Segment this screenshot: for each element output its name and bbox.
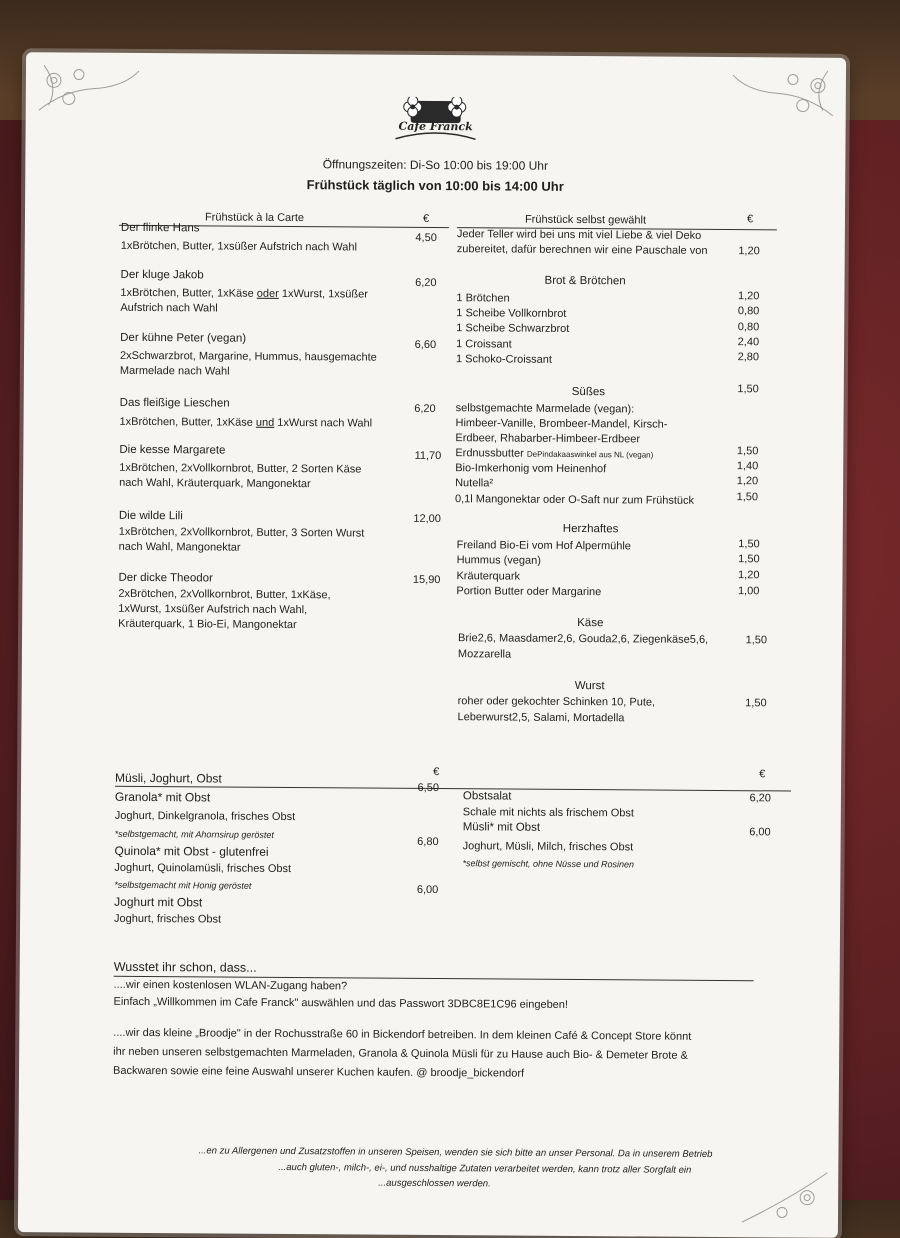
menu-item-title: Das fleißige Lieschen bbox=[119, 396, 230, 410]
intro-text: Jeder Teller wird bei uns mit viel Liebe & viel Deko bbox=[456, 228, 702, 242]
row-price: 1,50 bbox=[738, 538, 760, 551]
menu-item-desc: 1xWurst, 1xsüßer Aufstrich nach Wahl, bbox=[118, 602, 308, 617]
menu-item-title: Obstsalat bbox=[462, 790, 512, 803]
menu-item-price: 6,60 bbox=[414, 338, 437, 352]
floral-corner-icon bbox=[728, 65, 838, 126]
menu-item-desc: Joghurt, Dinkelgranola, frisches Obst bbox=[114, 809, 296, 824]
menu-item-price: 6,00 bbox=[749, 826, 771, 839]
menu-item-price: 6,50 bbox=[417, 781, 440, 795]
row-name: 0,1l Mangonektar oder O-Saft nur zum Frühstück bbox=[454, 493, 695, 507]
menu-sheet bbox=[18, 52, 846, 1238]
row-name: 1 Scheibe Schwarzbrot bbox=[456, 322, 570, 335]
menu-item-title: Müsli* mit Obst bbox=[462, 821, 541, 834]
currency-label: € bbox=[759, 768, 766, 781]
allergen-note: ...en zu Allergenen und Zusatzstoffen in unseren Speisen, wenden sie sich bitte an unser Personal. Da in unserem Betrieb bbox=[198, 1145, 713, 1160]
row-price: 1,50 bbox=[738, 553, 760, 566]
row-name: selbstgemachte Marmelade (vegan): bbox=[455, 402, 635, 416]
broodje-info: Backwaren sowie eine feine Auswahl unserer Kuchen kaufen. @ broodje_bickendorf bbox=[112, 1064, 525, 1080]
section-title: Wurst bbox=[574, 679, 605, 693]
section-title: Brot & Brötchen bbox=[544, 274, 626, 288]
row-name: Bio-Imkerhonig vom Heinenhof bbox=[455, 462, 607, 476]
menu-item-desc: Joghurt, Müsli, Milch, frisches Obst bbox=[462, 840, 634, 854]
menu-item-title: Der kluge Jakob bbox=[120, 268, 204, 282]
menu-item-price: 6,20 bbox=[414, 402, 436, 416]
did-you-know-heading: Wusstet ihr schon, dass... bbox=[113, 959, 257, 975]
menu-item-title: Quinola* mit Obst - glutenfrei bbox=[114, 843, 269, 859]
row-name: Freiland Bio-Ei vom Hof Alpermühle bbox=[456, 539, 631, 553]
row-note: DePindakaaswinkel aus NL (vegan) bbox=[526, 449, 654, 460]
row-price: 1,50 bbox=[745, 697, 767, 710]
divider bbox=[115, 786, 791, 792]
wlan-question: ....wir einen kostenlosen WLAN-Zugang haben? bbox=[113, 978, 348, 993]
menu-item-price: 6,00 bbox=[416, 883, 439, 897]
menu-item-price: 6,20 bbox=[749, 792, 771, 805]
row-name: Himbeer-Vanille, Brombeer-Mandel, Kirsch- bbox=[455, 417, 668, 431]
menu-item-price: 15,90 bbox=[412, 573, 441, 587]
cafe-logo bbox=[390, 97, 480, 146]
floral-corner-icon bbox=[34, 60, 144, 121]
menu-item-title: Granola* mit Obst bbox=[114, 789, 211, 805]
row-price: 1,50 bbox=[736, 445, 759, 458]
row-name: 1 Brötchen bbox=[456, 292, 510, 305]
menu-item-desc: 1xBrötchen, 2xVollkornbrot, Butter, 2 Sorten Käse bbox=[119, 461, 362, 476]
wlan-instructions: Einfach „Willkommen im Cafe Franck" auswählen und das Passwort 3DBC8E1C96 eingeben! bbox=[113, 995, 569, 1011]
row-name: Portion Butter oder Margarine bbox=[456, 585, 602, 599]
menu-item-price: 12,00 bbox=[413, 512, 441, 526]
row-name: Leberwurst2,5, Salami, Mortadella bbox=[457, 711, 625, 725]
menu-item-title: Der kühne Peter (vegan) bbox=[120, 331, 247, 345]
menu-item-desc: Schale mit nichts als frischem Obst bbox=[462, 806, 635, 820]
row-name bbox=[455, 446, 653, 462]
menu-item-title: Der dicke Theodor bbox=[118, 571, 213, 585]
menu-item-price: 11,70 bbox=[414, 449, 442, 463]
menu-item-desc: Joghurt, Quinolamüsli, frisches Obst bbox=[114, 861, 292, 876]
a-la-carte-heading: Frühstück à la Carte bbox=[204, 211, 305, 225]
row-price: 1,50 bbox=[745, 634, 768, 647]
row-name: Hummus (vegan) bbox=[456, 554, 541, 567]
menu-item-note: *selbstgemacht mit Honig geröstet bbox=[114, 879, 252, 891]
row-price: 1,20 bbox=[737, 290, 760, 303]
row-name: Kräuterquark bbox=[456, 570, 521, 583]
menu-item-desc: Aufstrich nach Wahl bbox=[120, 301, 218, 315]
row-name: Nutella² bbox=[455, 477, 494, 490]
menu-item-desc: nach Wahl, Kräuterquark, Mangonektar bbox=[119, 476, 311, 491]
row-name: roher oder gekochter Schinken 10, Pute, bbox=[457, 695, 656, 709]
menu-item-desc: 2xBrötchen, 2xVollkornbrot, Butter, 1xKäse, bbox=[118, 587, 331, 602]
section-title: Käse bbox=[577, 617, 604, 630]
menu-item-desc: Joghurt, frisches Obst bbox=[114, 912, 222, 926]
muesli-heading: Müsli, Joghurt, Obst bbox=[115, 770, 222, 786]
row-price: 1,40 bbox=[736, 460, 759, 473]
row-price: 2,40 bbox=[737, 336, 760, 349]
row-price: 1,50 bbox=[737, 383, 759, 396]
menu-item-desc: 2xSchwarzbrot, Margarine, Hummus, hausgemachte bbox=[119, 349, 377, 364]
floral-corner-icon bbox=[722, 1167, 832, 1228]
menu-item-title: Die wilde Lili bbox=[118, 509, 183, 523]
menu-item-desc: Kräuterquark, 1 Bio-Ei, Mangonektar bbox=[118, 617, 297, 632]
currency-label: € bbox=[433, 766, 440, 779]
opening-hours: Öffnungszeiten: Di-So 10:00 bis 19:00 Uhr bbox=[322, 157, 549, 173]
menu-item-desc: 1xBrötchen, 2xVollkornbrot, Butter, 3 Sorten Wurst bbox=[118, 525, 365, 540]
row-price: 1,20 bbox=[736, 475, 759, 488]
intro-text: zubereitet, dafür berechnen wir eine Pauschale von bbox=[456, 243, 708, 257]
menu-item-desc: 1xBrötchen, Butter, 1xKäse und 1xWurst nach Wahl bbox=[119, 415, 373, 430]
menu-item-desc: Marmelade nach Wahl bbox=[119, 364, 230, 378]
logo-text: Cafe Franck bbox=[398, 119, 473, 134]
row-price: 2,80 bbox=[737, 351, 760, 364]
menu-item-price: 6,80 bbox=[417, 835, 439, 849]
menu-item-title: Der flinke Hans bbox=[120, 221, 200, 235]
broodje-info: ihr neben unseren selbstgemachten Marmeladen, Granola & Quinola Müsli für zu Hause auch Bio- & Demeter Brote & bbox=[113, 1045, 688, 1062]
menu-item-price: 6,20 bbox=[415, 276, 437, 290]
breakfast-times: Frühstück täglich von 10:00 bis 14:00 Uhr bbox=[306, 177, 564, 194]
broodje-info: ....wir das kleine „Broodje" in der Rochusstraße 60 in Bickendorf betreiben. In dem kleinen Café & Concept Store könnt bbox=[113, 1026, 692, 1043]
allergen-note: ...ausgeschlossen werden. bbox=[378, 1177, 491, 1190]
row-name: 1 Croissant bbox=[456, 338, 512, 351]
row-price: 0,80 bbox=[737, 321, 760, 334]
allergen-note: ...auch gluten-, milch-, ei-, und nusshaltige Zutaten verarbeitet werden, kann trotz aller Sorgfalt ein bbox=[278, 1161, 692, 1176]
menu-item-note: *selbst gemischt, ohne Nüsse und Rosinen bbox=[462, 858, 635, 870]
row-price: 1,00 bbox=[737, 585, 760, 598]
row-name: Erdbeer, Rhabarber-Himbeer-Erdbeer bbox=[455, 432, 641, 446]
pauschale-price: 1,20 bbox=[738, 245, 760, 258]
row-price: 1,20 bbox=[738, 569, 760, 582]
row-name: 1 Scheibe Vollkornbrot bbox=[456, 307, 567, 320]
section-title: Süßes bbox=[571, 385, 606, 399]
menu-item-title: Joghurt mit Obst bbox=[114, 894, 203, 910]
row-name: Brie2,6, Maasdamer2,6, Gouda2,6, Ziegenkäse5,6, bbox=[458, 632, 709, 646]
row-name: Mozzarella bbox=[457, 648, 512, 661]
currency-label: € bbox=[422, 212, 430, 225]
menu-item-desc: 1xBrötchen, Butter, 1xKäse oder 1xWurst, 1xsüßer bbox=[120, 286, 368, 301]
menu-item-desc: nach Wahl, Mangonektar bbox=[118, 540, 241, 554]
menu-item-note: *selbstgemacht, mit Ahornsirup geröstet bbox=[114, 828, 274, 840]
selbst-gewaehlt-heading: Frühstück selbst gewählt bbox=[524, 213, 647, 227]
menu-item-title: Die kesse Margarete bbox=[119, 443, 226, 457]
currency-label: € bbox=[746, 213, 754, 226]
menu-item-desc: 1xBrötchen, Butter, 1xsüßer Aufstrich nach Wahl bbox=[120, 239, 358, 254]
row-name: 1 Schoko-Croissant bbox=[455, 353, 553, 366]
row-name: Erdnussbutter bbox=[455, 447, 524, 460]
row-price: 1,50 bbox=[736, 491, 759, 504]
row-price: 0,80 bbox=[737, 305, 760, 318]
menu-item-price: 4,50 bbox=[415, 231, 437, 245]
section-title: Herzhaftes bbox=[562, 522, 619, 536]
